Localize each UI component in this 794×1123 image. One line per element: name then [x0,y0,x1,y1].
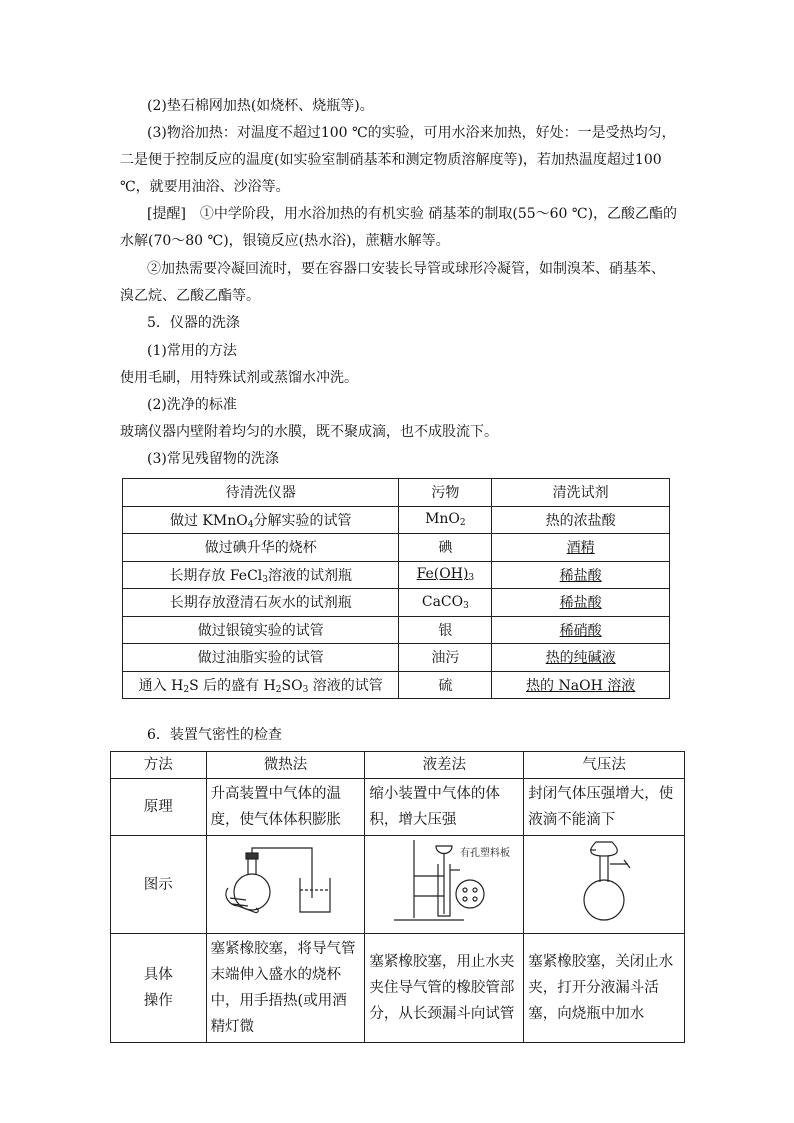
washing-table [122,478,670,699]
subsection-5-3: (3)常见残留物的洗涤 [147,451,279,467]
table-row [123,589,670,617]
gas-pressure-diagram [544,836,664,924]
principle-cell: 封闭气体压强增大，使液滴不能滴下 [524,779,685,836]
text-line-5: [提醒] ①中学阶段，用水浴加热的有机实验 硝基苯的制取(55～60 ℃)，乙酸乙酯的 [147,206,678,222]
subsection-5-2: (2)洗净的标准 [147,397,237,413]
section-6-heading: 6．装置气密性的检查 [147,727,282,743]
reagent-cell: 稀盐酸 [492,561,670,589]
figure-cell [365,836,524,934]
reagent-cell: 酒精 [492,534,670,562]
residue-cell: 碘 [399,534,492,562]
reagent-cell: 稀盐酸 [492,589,670,617]
table-row [111,779,685,836]
subsection-5-1-text: 使用毛刷，用特殊试剂或蒸馏水冲洗。 [120,370,358,386]
residue-cell: $Fe(OH)_3$ [399,561,492,589]
table-header-row [111,752,685,779]
residue-cell: 银 [399,616,492,644]
table-row [111,836,685,934]
operation-cell: 塞紧橡胶塞，关闭止水夹，打开分液漏斗活塞，向烧瓶中加水 [524,934,685,1043]
table-row [123,616,670,644]
header-cell: 气压法 [524,752,685,779]
instrument-cell: 长期存放澄清石灰水的试剂瓶 [123,589,399,617]
figure-cell [206,836,365,934]
reagent-cell: 稀硝酸 [492,616,670,644]
instrument-cell: 长期存放 FeCl$_3$溶液的试剂瓶 [123,561,399,589]
instrument-cell: 通入 $H_2S$ 后的盛有 $H_2SO_3$ 溶液的试管 [123,671,399,699]
heating-method-diagram [220,840,350,920]
header-cell: 液差法 [365,752,524,779]
text-line-7: ②加热需要冷凝回流时，要在容器口安装长导管或球形冷凝管，如制溴苯、硝基苯、 [147,261,665,277]
header-cell: 清洗试剂 [492,479,670,507]
row-label: 具体操作 [111,934,207,1043]
table-header-row [123,479,670,507]
operation-cell: 塞紧橡胶塞，将导气管末端伸入盛水的烧杯中，用手捂热(或用酒精灯微 [206,934,365,1043]
table-row [123,644,670,672]
table-row [111,934,685,1043]
figure-label: 有孔塑料板 [460,848,511,859]
liquid-difference-diagram [374,836,514,924]
reagent-cell: 热的浓盐酸 [492,506,670,534]
table-row [123,506,670,534]
header-cell: 方法 [111,752,207,779]
table-row [123,561,670,589]
residue-cell: CaCO$_3$ [399,589,492,617]
subsection-5-1: (1)常用的方法 [147,343,237,359]
row-label: 原理 [111,779,207,836]
instrument-cell: 做过 KMnO$_4$分解实验的试管 [123,506,399,534]
text-line-4: ℃，就要用油浴、沙浴等。 [120,179,290,195]
instrument-cell: 做过碘升华的烧杯 [123,534,399,562]
reagent-cell: 热的 NaOH 溶液 [492,671,670,699]
section-5-heading: 5．仪器的洗涤 [147,315,240,331]
text-line-2: (3)物浴加热：对温度不超过100 ℃的实验，可用水浴来加热，好处：一是受热均匀， [147,125,676,141]
header-cell: 微热法 [206,752,365,779]
table-row [123,671,670,699]
table-row [123,534,670,562]
text-line-3: 二是便于控制反应的温度(如实验室制硝基苯和测定物质溶解度等)，若加热温度超过100 [120,152,662,168]
text-line-1: (2)垫石棉网加热(如烧杯、烧瓶等)。 [147,98,374,114]
text-line-6: 水解(70～80 ℃)，银镜反应(热水浴)，蔗糖水解等。 [120,233,450,249]
header-cell: 污物 [399,479,492,507]
header-cell: 待清洗仪器 [123,479,399,507]
reagent-cell: 热的纯碱液 [492,644,670,672]
instrument-cell: 做过银镜实验的试管 [123,616,399,644]
row-label: 图示 [111,836,207,934]
airtightness-table [110,751,685,1043]
text-line-8: 溴乙烷、乙酸乙酯等。 [120,288,260,304]
subsection-5-2-text: 玻璃仪器内壁附着均匀的水膜，既不聚成滴，也不成股流下。 [120,424,498,440]
residue-cell: 硫 [399,671,492,699]
principle-cell: 升高装置中气体的温度，使气体体积膨胀 [206,779,365,836]
figure-cell [524,836,685,934]
principle-cell: 缩小装置中气体的体积，增大压强 [365,779,524,836]
residue-cell: MnO$_2$ [399,506,492,534]
residue-cell: 油污 [399,644,492,672]
instrument-cell: 做过油脂实验的试管 [123,644,399,672]
operation-cell: 塞紧橡胶塞，用止水夹夹住导气管的橡胶管部分，从长颈漏斗向试管 [365,934,524,1043]
